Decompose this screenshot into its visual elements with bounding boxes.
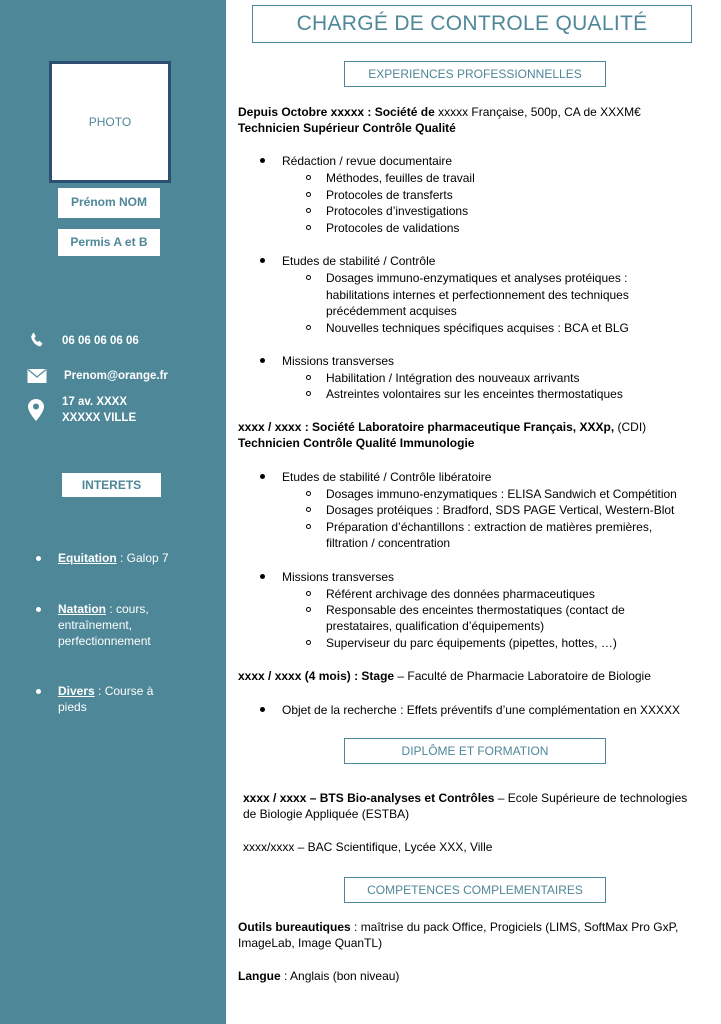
exp1-bullet: Missions transverses <box>282 354 395 368</box>
bullet-icon <box>260 707 265 712</box>
list-item: Dosages immuno-enzymatiques et analyses protéiques : <box>326 271 628 285</box>
bullet-icon <box>306 208 311 213</box>
list-item-cont: précédemment acquises <box>326 304 457 318</box>
bullet-icon <box>306 524 311 529</box>
photo-placeholder <box>49 61 171 183</box>
list-item: Protocoles d’investigations <box>326 204 469 218</box>
interets-header <box>62 473 161 497</box>
permis-text: Permis A et B <box>70 235 148 249</box>
phone-icon <box>28 331 46 349</box>
interet-detail: : cours, entraînement, perfectionnement <box>58 602 151 648</box>
list-item: Dosages immuno-enzymatiques : ELISA Sandwich et Compétition <box>326 487 677 501</box>
bullet-icon <box>306 275 311 280</box>
list-item: Astreintes volontaires sur les enceintes thermostatiques <box>326 387 623 401</box>
exp2-role: Technicien Contrôle Qualité Immunologie <box>238 436 475 450</box>
bullet-icon <box>306 225 311 230</box>
bullet-icon <box>306 591 311 596</box>
exp3-header <box>238 668 651 684</box>
competence-outils-cont: ImageLab, Image QuanTL) <box>238 936 383 950</box>
title-text: CHARGÉ DE CONTROLE QUALITÉ <box>296 12 648 35</box>
bullet-icon <box>306 325 311 330</box>
list-item: Dosages protéiques : Bradford, SDS PAGE Vertical, Western-Blot <box>326 503 675 517</box>
bullet-icon <box>306 507 311 512</box>
section-experiences <box>344 61 606 87</box>
diplome-1 <box>243 790 687 806</box>
section-title: COMPETENCES COMPLEMENTAIRES <box>367 883 583 897</box>
sidebar <box>0 0 226 1024</box>
exp1-bullet: Rédaction / revue documentaire <box>282 154 453 168</box>
exp2-contract: (CDI) <box>614 420 647 434</box>
email-address: Prenom@orange.fr <box>64 370 168 382</box>
exp2-bullet: Etudes de stabilité / Contrôle libératoire <box>282 470 492 484</box>
name-box <box>58 188 160 218</box>
exp2-bullet: Missions transverses <box>282 570 395 584</box>
competence-langue <box>238 968 399 984</box>
bullet-icon <box>306 491 311 496</box>
outils-text: : maîtrise du pack Office, Progiciels (LIMS, SoftMax Pro GxP, <box>350 920 679 934</box>
bullet-icon <box>306 640 311 645</box>
address-line2: XXXXX VILLE <box>62 412 137 424</box>
exp3-rest: – Faculté de Pharmacie Laboratoire de Biologie <box>394 669 651 683</box>
bullet-icon <box>306 391 311 396</box>
competence-outils <box>238 919 678 935</box>
diplome-1-cont: de Biologie Appliquée (ESTBA) <box>243 807 410 821</box>
section-diplome <box>344 738 606 764</box>
list-item: Référent archivage des données pharmaceutiques <box>326 587 595 601</box>
section-title: EXPERIENCES PROFESSIONNELLES <box>368 67 582 81</box>
bullet-icon <box>36 689 41 694</box>
diplome-1-school: – Ecole Supérieure de technologies <box>494 791 688 805</box>
bullet-icon <box>306 607 311 612</box>
section-competences <box>344 877 606 903</box>
outils-label: Outils bureautiques <box>238 920 351 934</box>
bullet-icon <box>260 258 265 263</box>
list-item: Préparation d’échantillons : extraction de matières premières, <box>326 520 653 534</box>
exp1-role: Technicien Supérieur Contrôle Qualité <box>238 121 456 135</box>
phone-number: 06 06 06 06 06 <box>62 335 139 347</box>
diplome-2: xxxx/xxxx – BAC Scientifique, Lycée XXX, Ville <box>243 840 493 854</box>
list-item: Habilitation / Intégration des nouveaux arrivants <box>326 371 580 385</box>
interet-detail: : Galop 7 <box>116 551 169 565</box>
list-item: Responsable des enceintes thermostatiques (contact de <box>326 603 625 617</box>
exp1-bullet: Etudes de stabilité / Contrôle <box>282 254 436 268</box>
address-line1: 17 av. XXXX <box>62 396 127 408</box>
section-title: DIPLÔME ET FORMATION <box>401 744 549 758</box>
list-item: Protocoles de validations <box>326 221 460 235</box>
interet-label: Divers <box>58 684 95 698</box>
langue-text: : Anglais (bon niveau) <box>280 969 400 983</box>
page-title <box>252 5 692 43</box>
bullet-icon <box>306 192 311 197</box>
interet-label: Equitation <box>58 551 117 565</box>
exp3-bullet: Objet de la recherche : Effets préventifs d’une complémentation en XXXXX <box>282 703 681 717</box>
bullet-icon <box>260 474 265 479</box>
exp1-header <box>238 104 641 120</box>
permis-box <box>58 229 160 256</box>
interet-item <box>36 683 186 715</box>
exp1-date-company: Depuis Octobre xxxxx : Société de <box>238 105 435 119</box>
address <box>62 394 136 426</box>
exp2-date-company: xxxx / xxxx : Société Laboratoire pharmaceutique Français, XXXp, <box>238 420 615 434</box>
bullet-icon <box>306 375 311 380</box>
bullet-icon <box>36 607 41 612</box>
interet-item <box>36 550 186 566</box>
location-icon <box>28 399 44 421</box>
list-item: Protocoles de transferts <box>326 188 453 202</box>
bullet-icon <box>36 556 41 561</box>
mail-icon <box>27 368 47 384</box>
bullet-icon <box>260 574 265 579</box>
bullet-icon <box>306 175 311 180</box>
list-item: Méthodes, feuilles de travail <box>326 171 475 185</box>
exp2-header <box>238 419 646 435</box>
interet-label: Natation <box>58 602 106 616</box>
diplome-1-title: xxxx / xxxx – BTS Bio-analyses et Contrôles <box>243 791 495 805</box>
interets-title: INTERETS <box>81 478 142 492</box>
langue-label: Langue <box>238 969 281 983</box>
list-item: Nouvelles techniques spécifiques acquises : BCA et BLG <box>326 321 629 335</box>
interet-detail: : Course à pieds <box>58 684 154 714</box>
bullet-icon <box>260 158 265 163</box>
list-item-cont: habilitations internes et perfectionnement des techniques <box>326 288 629 302</box>
exp1-company-rest: xxxxx Française, 500p, CA de XXXM€ <box>434 105 641 119</box>
list-item: Superviseur du parc équipements (pipettes, hottes, …) <box>326 636 617 650</box>
list-item-cont: prestataires, qualification d’équipements) <box>326 619 545 633</box>
exp3-date: xxxx / xxxx (4 mois) : Stage <box>238 669 395 683</box>
bullet-icon <box>260 358 265 363</box>
list-item-cont: filtration / concentration <box>326 536 451 550</box>
person-name: Prénom NOM <box>70 195 147 209</box>
interet-item <box>36 601 186 649</box>
photo-label: PHOTO <box>88 115 132 129</box>
